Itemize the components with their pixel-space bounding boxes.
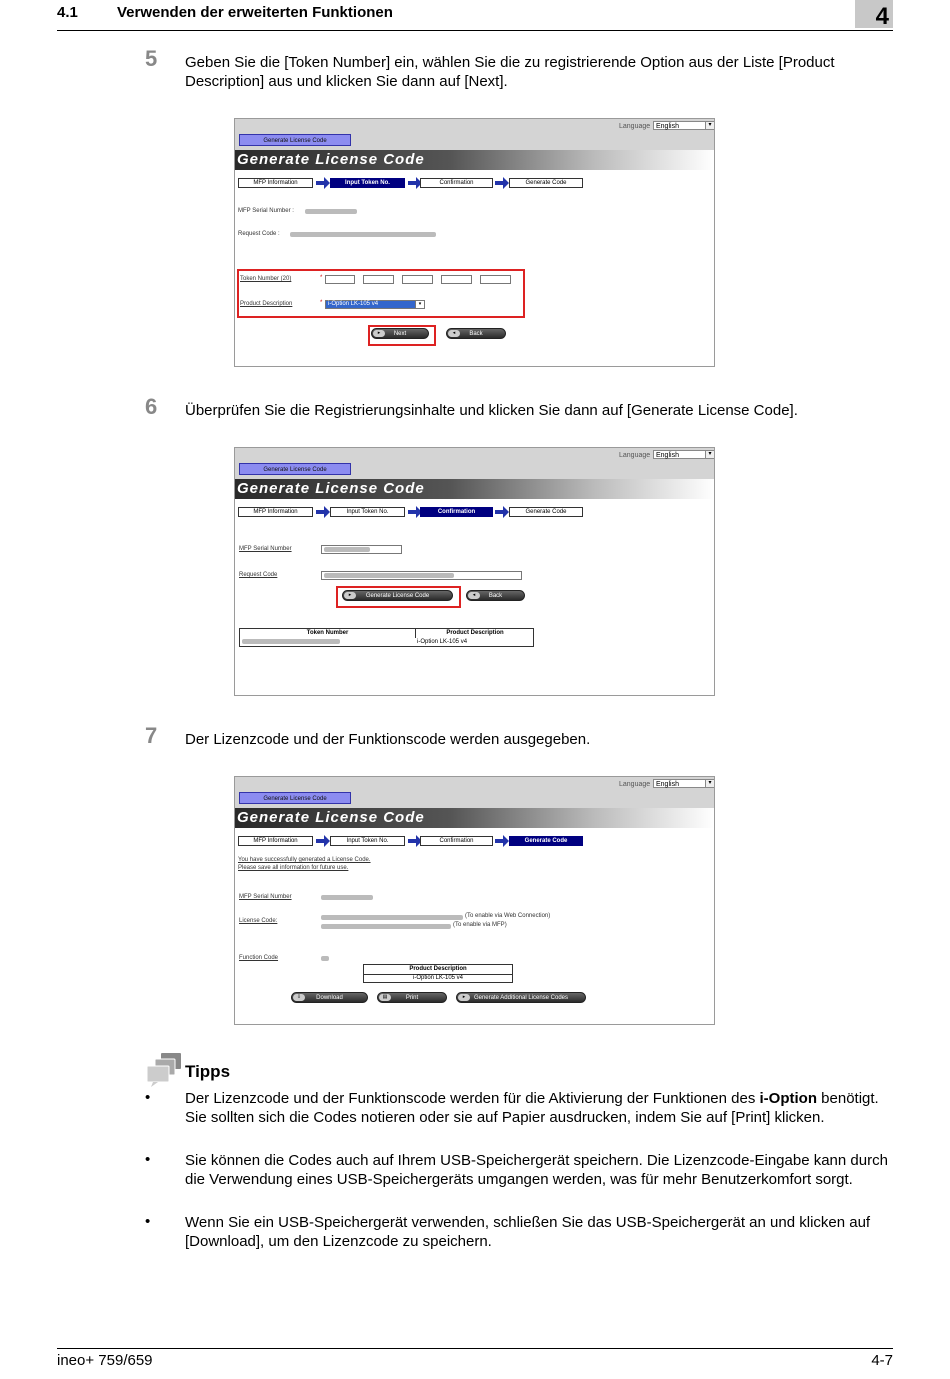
wizard-step-confirmation: Confirmation <box>420 178 493 188</box>
page-number: 4-7 <box>871 1352 893 1369</box>
serial-value-field <box>321 545 402 554</box>
serial-label: MFP Serial Number <box>239 894 292 900</box>
token-field[interactable] <box>402 275 433 284</box>
token-field[interactable] <box>363 275 394 284</box>
section-title: Verwenden der erweiterten Funktionen <box>117 4 393 21</box>
step-text: Geben Sie die [Token Number] ein, wählen Sie die zu registrierende Option aus der Liste [Product Description] aus und klicken Sie dann auf [Next]. <box>185 54 835 90</box>
wizard-step-mfp: MFP Information <box>238 836 313 846</box>
success-message: You have successfully generated a License Code. <box>238 857 371 863</box>
chevron-down-icon: ▾ <box>705 451 714 458</box>
wizard-step-generate: Generate Code <box>509 178 583 188</box>
screen-title: Generate License Code <box>237 809 425 826</box>
screen-title: Generate License Code <box>237 480 425 497</box>
step-text: Der Lizenzcode und der Funktionscode werden ausgegeben. <box>185 731 591 748</box>
wizard-step-token: Input Token No. <box>330 836 405 846</box>
section-number: 4.1 <box>57 4 78 21</box>
bullet-icon: • <box>145 1213 151 1230</box>
back-button[interactable]: ◂ Back <box>466 590 525 601</box>
screenshot-generate-code <box>234 776 715 1025</box>
bullet-icon: • <box>145 1151 151 1168</box>
download-button[interactable]: ⇩ Download <box>291 992 368 1003</box>
language-select[interactable]: English ▾ <box>653 450 715 459</box>
tab-generate-license-code[interactable]: Generate License Code <box>239 134 351 146</box>
screenshot-input-token: Language English ▾ Generate License Code Generate License Code MFP Information Input Token No. Confirmation Generate Code MFP Serial Number : Request Code : Token Number (20) * Product Description * i-Option LK-105 v4 ▾ ▸ Next ◂ Back <box>234 118 715 367</box>
product-select[interactable]: i-Option LK-105 v4 ▾ <box>325 300 425 309</box>
step-number: 6 <box>145 394 158 419</box>
license-note-mfp: (To enable via MFP) <box>453 922 507 928</box>
topbar <box>235 119 714 150</box>
token-label: Token Number (20) <box>240 276 292 282</box>
function-label: Function Code <box>239 955 279 961</box>
license-label: License Code: <box>239 918 278 924</box>
table-header: Product Description <box>364 965 512 975</box>
page-footer <box>57 1348 893 1369</box>
tips-icon <box>147 1053 183 1087</box>
token-field[interactable] <box>441 275 472 284</box>
arrow-icon: ▸ <box>458 994 470 1001</box>
step-number: 7 <box>145 723 158 748</box>
chevron-down-icon: ▾ <box>705 122 714 129</box>
back-arrow-icon: ◂ <box>468 592 480 599</box>
wizard-step-token: Input Token No. <box>330 178 405 188</box>
serial-label: MFP Serial Number <box>239 546 292 552</box>
chevron-down-icon: ▾ <box>705 780 714 787</box>
request-label: Request Code : <box>238 231 280 237</box>
title-banner <box>235 150 714 170</box>
token-value-blurred <box>241 638 413 646</box>
serial-label: MFP Serial Number : <box>238 208 294 214</box>
save-info-message: Please save all information for future use. <box>238 865 349 871</box>
request-label: Request Code <box>239 572 278 578</box>
tab-generate-license-code[interactable]: Generate License Code <box>239 463 351 475</box>
download-icon: ⇩ <box>293 994 305 1001</box>
language-label: Language <box>619 781 651 788</box>
generate-additional-button[interactable]: ▸ Generate Additional License Codes <box>456 992 586 1003</box>
table-cell: i-Option LK-105 v4 <box>412 975 464 981</box>
arrow-right-icon <box>495 506 509 518</box>
back-arrow-icon: ◂ <box>448 330 460 337</box>
arrow-right-icon <box>316 177 330 189</box>
tip-text: Wenn Sie ein USB-Speichergerät verwenden, schließen Sie das USB-Speichergerät an und klicken auf [Download], um den Lizenzcode zu speichern. <box>185 1214 871 1250</box>
product-label: Product Description <box>240 301 293 307</box>
arrow-right-icon <box>495 177 509 189</box>
topbar <box>235 448 714 479</box>
wizard-step-mfp: MFP Information <box>238 178 313 188</box>
print-button[interactable]: ▤ Print <box>377 992 447 1003</box>
function-code-blurred <box>321 956 329 961</box>
wizard-step-confirmation: Confirmation <box>420 507 493 517</box>
table-header: Product Description <box>446 630 504 636</box>
arrow-right-icon <box>495 835 509 847</box>
chevron-down-icon: ▾ <box>415 301 424 308</box>
page-header <box>57 0 893 31</box>
license-code-blurred <box>321 924 451 929</box>
wizard-step-token: Input Token No. <box>330 507 405 517</box>
tip-text: Sie können die Codes auch auf Ihrem USB-Speichergerät speichern. Die Lizenzcode-Eingabe kann durch die Verwendung eines USB-Speichergeräts umgangen werden, was für mehr Benutzerkomfort sorgt. <box>185 1152 888 1188</box>
request-value-field <box>321 571 522 580</box>
back-button[interactable]: ◂ Back <box>446 328 506 339</box>
print-icon: ▤ <box>379 994 391 1001</box>
arrow-icon: ▸ <box>344 592 356 599</box>
serial-value-blurred <box>305 209 357 214</box>
token-field[interactable] <box>480 275 511 284</box>
tab-generate-license-code[interactable]: Generate License Code <box>239 792 351 804</box>
wizard-step-generate: Generate Code <box>509 507 583 517</box>
wizard-step-mfp: MFP Information <box>238 507 313 517</box>
tips-title: Tipps <box>185 1062 231 1081</box>
language-label: Language <box>619 123 651 130</box>
request-value-blurred <box>290 232 436 237</box>
table-cell: i-Option LK-105 v4 <box>417 639 468 645</box>
topbar <box>235 777 714 808</box>
summary-table <box>239 628 534 647</box>
token-field[interactable] <box>325 275 355 284</box>
language-label: Language <box>619 452 651 459</box>
chapter-number: 4 <box>855 0 893 28</box>
product-table <box>363 964 513 983</box>
next-button[interactable]: ▸ Next <box>371 328 429 339</box>
product-name: ineo+ 759/659 <box>57 1352 153 1369</box>
arrow-right-icon <box>316 835 330 847</box>
step-number: 5 <box>145 46 158 71</box>
arrow-right-icon <box>316 506 330 518</box>
tip-text: Der Lizenzcode und der Funktionscode werden für die Aktivierung der Funktionen des i-Option benötigt. Sie sollten sich die Codes notieren oder sie auf Papier ausdrucken, indem Sie auf [Print] klicken. <box>185 1090 879 1126</box>
generate-license-code-button[interactable]: ▸ Generate License Code <box>342 590 453 601</box>
serial-value-blurred <box>321 895 373 900</box>
language-select[interactable]: English ▾ <box>653 779 715 788</box>
license-code-blurred <box>321 915 463 920</box>
table-header: Token Number <box>240 629 416 638</box>
title-banner <box>235 808 714 828</box>
language-select[interactable]: English ▾ <box>653 121 715 130</box>
arrow-icon: ▸ <box>373 330 385 337</box>
wizard-step-generate: Generate Code <box>509 836 583 846</box>
license-note-web: (To enable via Web Connection) <box>465 913 551 919</box>
wizard-step-confirmation: Confirmation <box>420 836 493 846</box>
step-text: Überprüfen Sie die Registrierungsinhalte und klicken Sie dann auf [Generate License Code]. <box>185 402 798 419</box>
screen-title: Generate License Code <box>237 151 425 168</box>
title-banner <box>235 479 714 499</box>
screenshot-confirmation <box>234 447 715 696</box>
bullet-icon: • <box>145 1089 151 1106</box>
